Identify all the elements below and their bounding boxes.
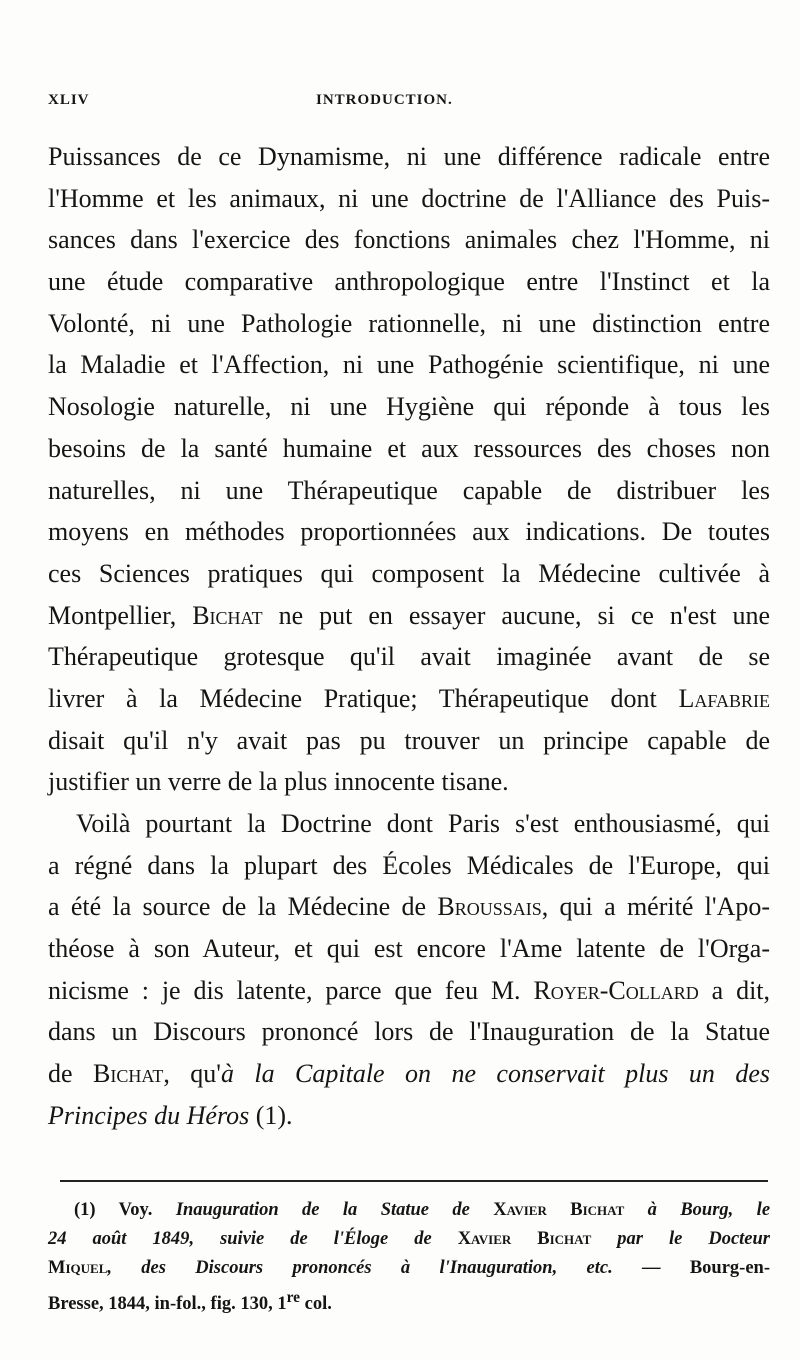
running-head xyxy=(48,92,748,116)
text-line: la Maladie et l'Affection, ni une Pathogénie scientifique, ni une xyxy=(48,350,770,380)
author-name: Broussais xyxy=(437,892,542,922)
text-segment: livrer à la Médecine Pratique; Thérapeutique dont xyxy=(48,683,657,713)
text-line: Voilà pourtant la Doctrine dont Paris s'est enthousiasmé, qui xyxy=(76,809,770,838)
text-line xyxy=(48,1095,770,1137)
text-line: besoins de la santé humaine et aux ressources des choses non xyxy=(48,433,770,463)
footnote-line xyxy=(48,1254,770,1283)
text-line: Nosologie naturelle, ni une Hygiène qui réponde à tous les xyxy=(48,392,770,422)
footnote-line xyxy=(48,1225,770,1254)
quotation: à la Capitale on ne conservait plus un des xyxy=(220,1059,771,1089)
author-name: Lafabrie xyxy=(678,683,770,713)
text-line xyxy=(48,970,770,1012)
text-line xyxy=(48,1053,770,1095)
superscript: re xyxy=(286,1289,301,1306)
author-name: Bichat xyxy=(92,1059,164,1089)
quotation: Principes du Héros xyxy=(48,1100,250,1130)
text-line: l'Homme et les animaux, ni une doctrine de l'Alliance des Puis- xyxy=(48,183,770,213)
author-name: Xavier Bichat xyxy=(493,1200,625,1220)
footnote-rule xyxy=(60,1180,768,1182)
footnote-title: par le Docteur xyxy=(617,1229,771,1249)
footnote-line xyxy=(48,1283,770,1315)
footnote xyxy=(48,1196,771,1315)
text-line: Puissances de ce Dynamisme, ni une différence radicale entre xyxy=(48,142,770,171)
footnote-segment: col. xyxy=(300,1294,332,1315)
author-name: Miquel xyxy=(48,1258,108,1278)
running-title: INTRODUCTION. xyxy=(316,92,453,108)
text-segment: , qui a mérité l'Apo- xyxy=(541,892,771,922)
footnote-line xyxy=(48,1196,770,1225)
footnote-segment: Bresse, 1844, in-fol., fig. 130, 1 xyxy=(48,1294,287,1315)
author-name: Bichat xyxy=(192,600,263,630)
footnote-title: , des Discours prononcés à l'Inauguration, etc. xyxy=(107,1258,613,1278)
text-line: théose à son Auteur, et qui est encore l'Ame latente de l'Orga- xyxy=(48,934,770,964)
footnote-segment: — Bourg-en- xyxy=(642,1258,770,1278)
text-line: disait qu'il n'y avait pas pu trouver un principe capable de xyxy=(48,725,770,755)
text-line: ces Sciences pratiques qui composent la Médecine cultivée à xyxy=(48,558,770,588)
footnote-title: Inauguration de la Statue de xyxy=(175,1200,470,1220)
author-name: Royer-Collard xyxy=(533,975,699,1005)
footnote-segment: , le xyxy=(728,1200,771,1220)
text-line: naturelles, ni une Thérapeutique capable de distribuer les xyxy=(48,475,770,505)
text-segment: , qu' xyxy=(163,1059,221,1089)
text-segment: de xyxy=(48,1059,73,1089)
text-segment: ne put en essayer aucune, si ce n'est une xyxy=(278,600,771,630)
text-line: justifier un verre de la plus innocente tisane. xyxy=(48,767,509,797)
text-segment: Montpellier, xyxy=(48,600,177,630)
text-line: Thérapeutique grotesque qu'il avait imaginée avant de se xyxy=(48,642,770,672)
text-line: a régné dans la plupart des Écoles Médicales de l'Europe, qui xyxy=(48,850,770,880)
text-line xyxy=(48,595,770,637)
footnote-segment: (1) Voy. xyxy=(74,1200,153,1220)
text-line: dans un Discours prononcé lors de l'Inauguration de la Statue xyxy=(48,1017,770,1047)
text-segment: nicisme : je dis latente, parce que feu M. xyxy=(48,975,521,1005)
text-line: moyens en méthodes proportionnées aux indications. De toutes xyxy=(48,517,770,547)
text-line: sances dans l'exercice des fonctions animales chez l'Homme, ni xyxy=(48,225,770,255)
text-line xyxy=(48,886,770,928)
text-line: une étude comparative anthropologique entre l'Instinct et la xyxy=(48,267,770,297)
text-line xyxy=(48,678,770,720)
footnote-title: , suivie de l'Éloge de xyxy=(189,1229,432,1249)
footnote-title: à Bourg xyxy=(647,1200,729,1220)
text-line: Volonté, ni une Pathologie rationnelle, ni une distinction entre xyxy=(48,308,770,338)
main-text xyxy=(48,136,770,1137)
footnote-ref: (1). xyxy=(249,1100,293,1130)
text-segment: a dit, xyxy=(711,975,771,1005)
text-segment: a été la source de la Médecine de xyxy=(48,892,427,922)
footnote-date: 24 août 1849 xyxy=(48,1229,190,1249)
page-number: XLIV xyxy=(48,92,90,108)
author-name: Xavier Bichat xyxy=(457,1229,592,1249)
